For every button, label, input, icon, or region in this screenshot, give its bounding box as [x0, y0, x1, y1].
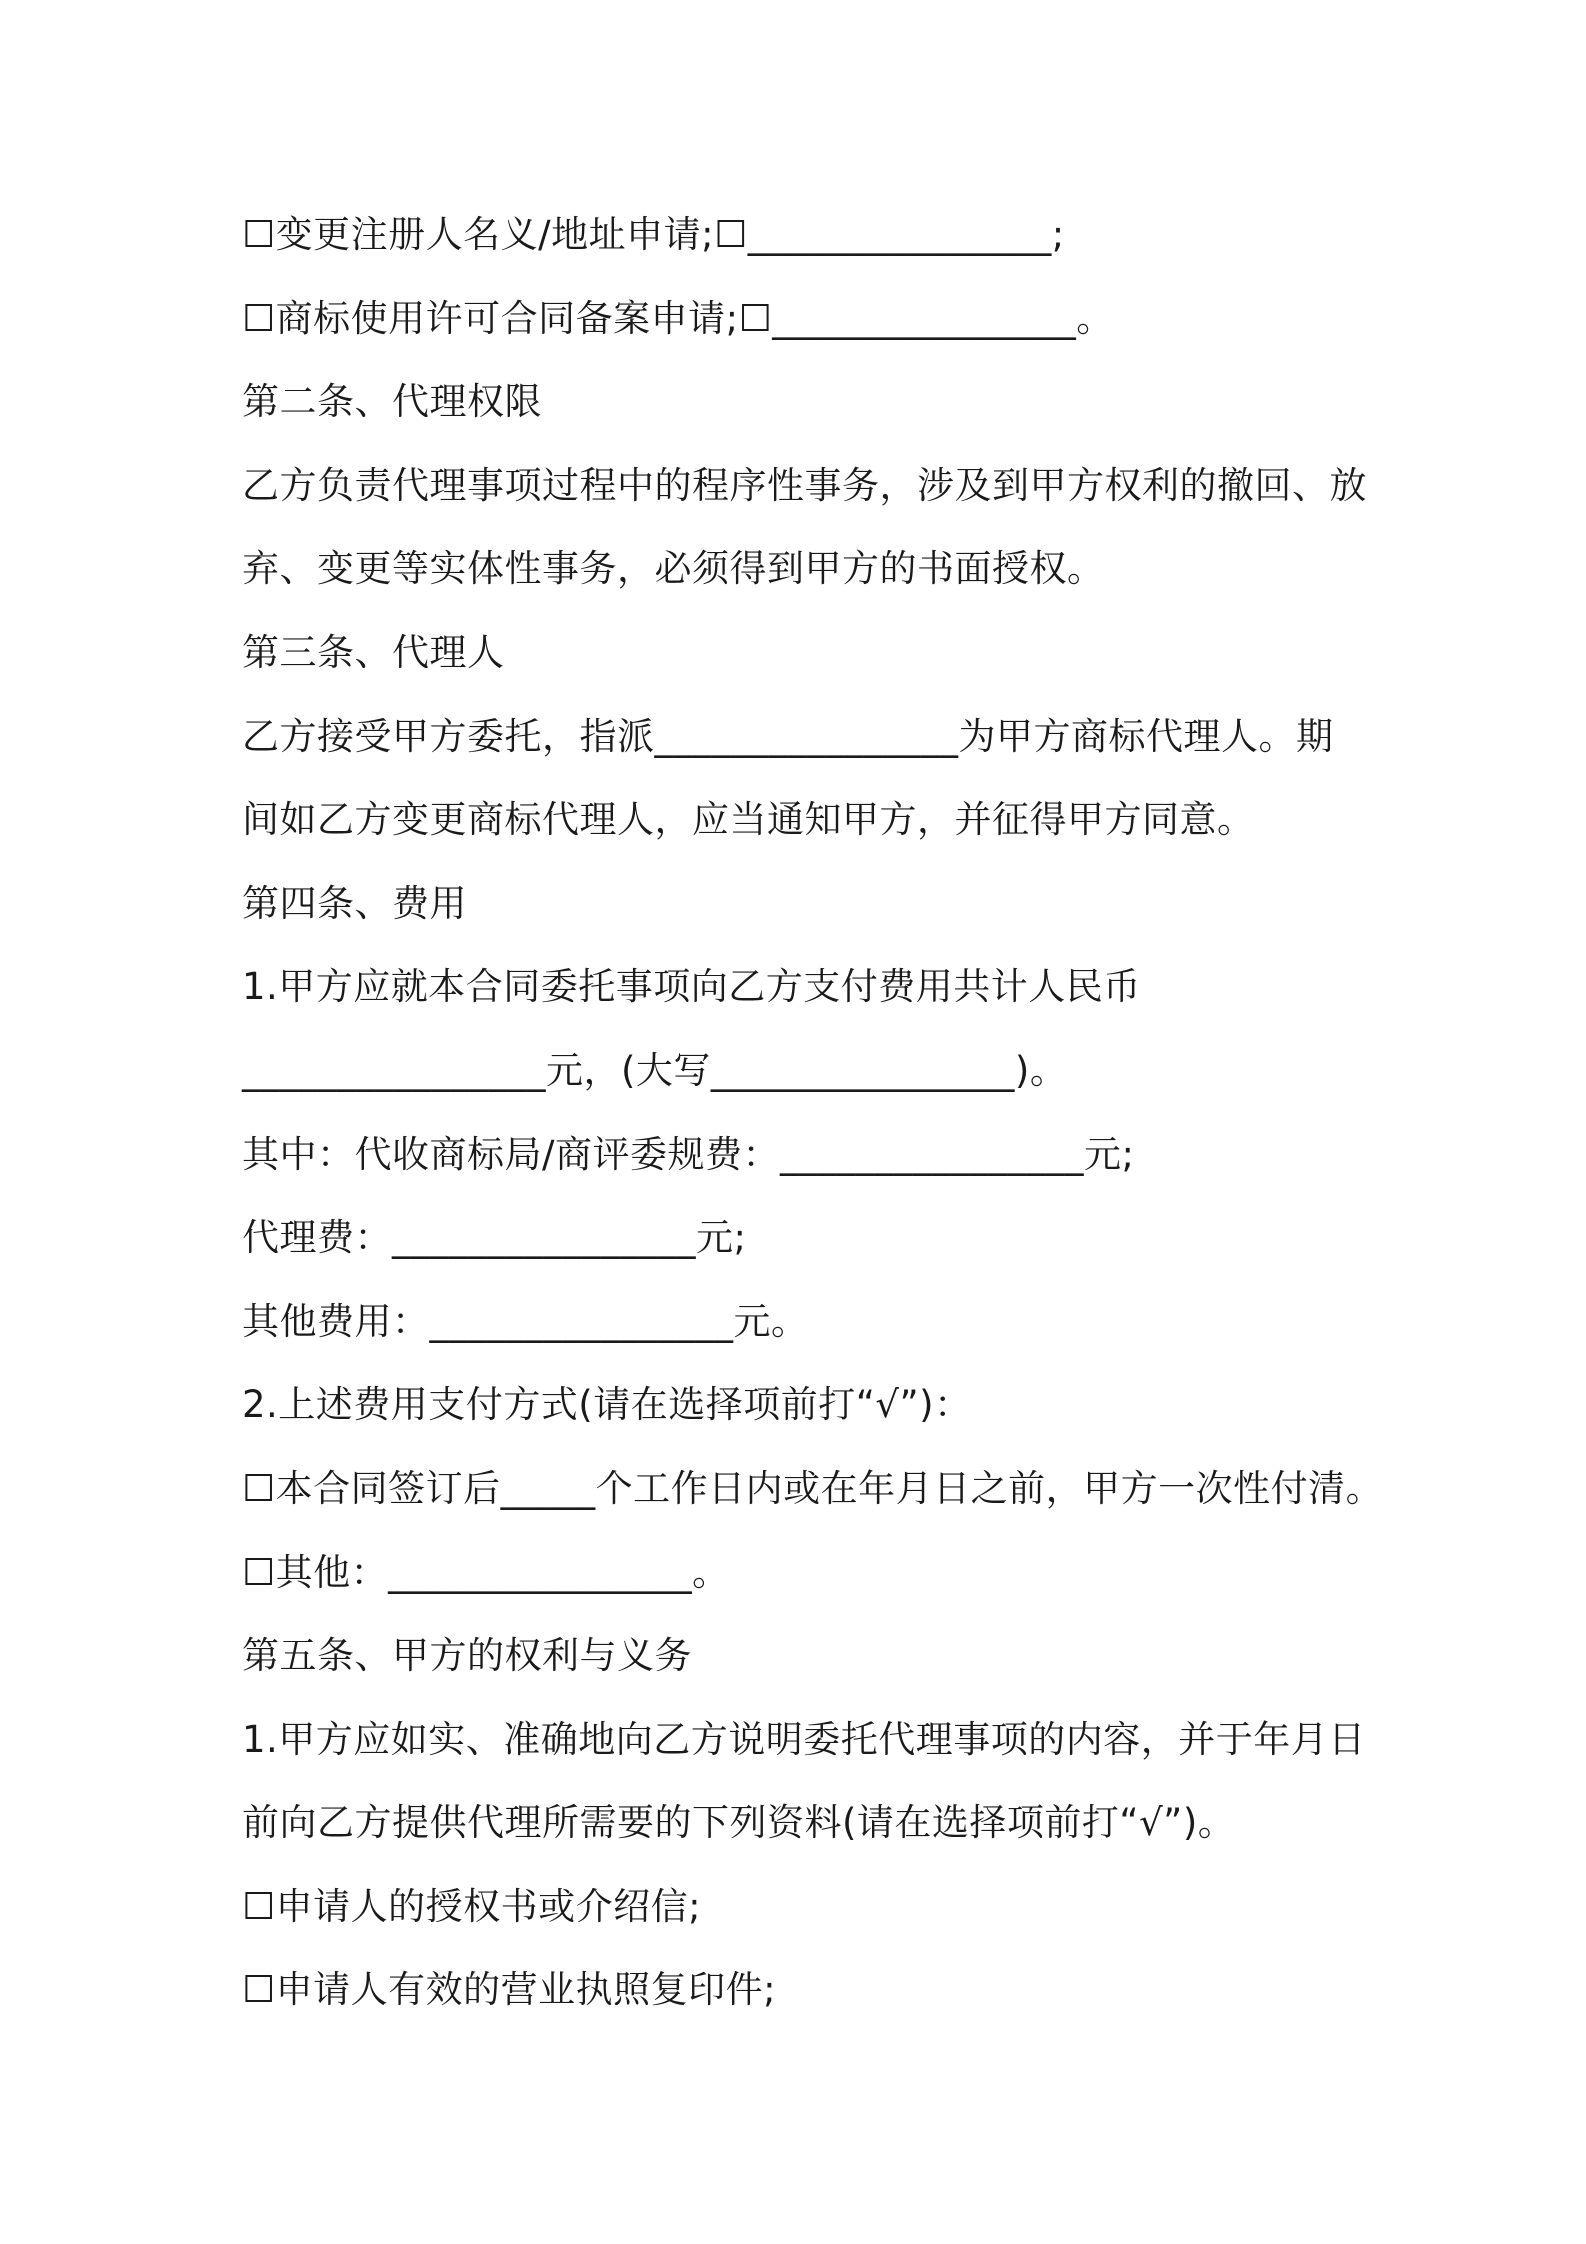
doc-line-11: ________________元，(大写________________)。: [242, 1048, 1068, 1092]
doc-line-1: ☐变更注册人名义/地址申请;☐________________;: [242, 213, 1065, 256]
doc-line-19: 1.甲方应如实、准确地向乙方说明委托代理事项的内容，并于年月日: [242, 1717, 1366, 1761]
doc-line-21: ☐申请人的授权书或介绍信;: [242, 1884, 702, 1928]
section-heading-2: 第二条、代理权限: [242, 380, 542, 424]
doc-line-16: ☐本合同签订后_____个工作日内或在年月日之前，甲方一次性付清。: [242, 1466, 1384, 1510]
doc-line-5: 弃、变更等实体性事务，必须得到甲方的书面授权。: [242, 547, 1105, 591]
doc-line-15: 2.上述费用支付方式(请在选择项前打“√”)：: [242, 1383, 972, 1427]
doc-line-4: 乙方负责代理事项过程中的程序性事务，涉及到甲方权利的撤回、放: [242, 463, 1367, 507]
doc-line-8: 间如乙方变更商标代理人，应当通知甲方，并征得甲方同意。: [242, 798, 1255, 842]
doc-line-7: 乙方接受甲方委托，指派________________为甲方商标代理人。期: [242, 714, 1334, 758]
doc-line-13: 代理费：________________元;: [242, 1216, 747, 1260]
doc-line-17: ☐其他：________________。: [242, 1550, 730, 1594]
doc-line-20: 前向乙方提供代理所需要的下列资料(请在选择项前打“√”)。: [242, 1801, 1236, 1845]
section-heading-4: 第四条、费用: [242, 881, 467, 925]
section-heading-5: 第五条、甲方的权利与义务: [242, 1634, 692, 1678]
doc-line-2: ☐商标使用许可合同备案申请;☐________________。: [242, 296, 1114, 340]
doc-line-12: 其中：代收商标局/商评委规费：________________元;: [242, 1132, 1135, 1176]
doc-line-22: ☐申请人有效的营业执照复印件;: [242, 1968, 777, 2012]
document-body: [242, 205, 1402, 2044]
doc-line-14: 其他费用：________________元。: [242, 1299, 809, 1343]
doc-line-10: 1.甲方应就本合同委托事项向乙方支付费用共计人民币: [242, 965, 1141, 1009]
section-heading-3: 第三条、代理人: [242, 630, 505, 674]
